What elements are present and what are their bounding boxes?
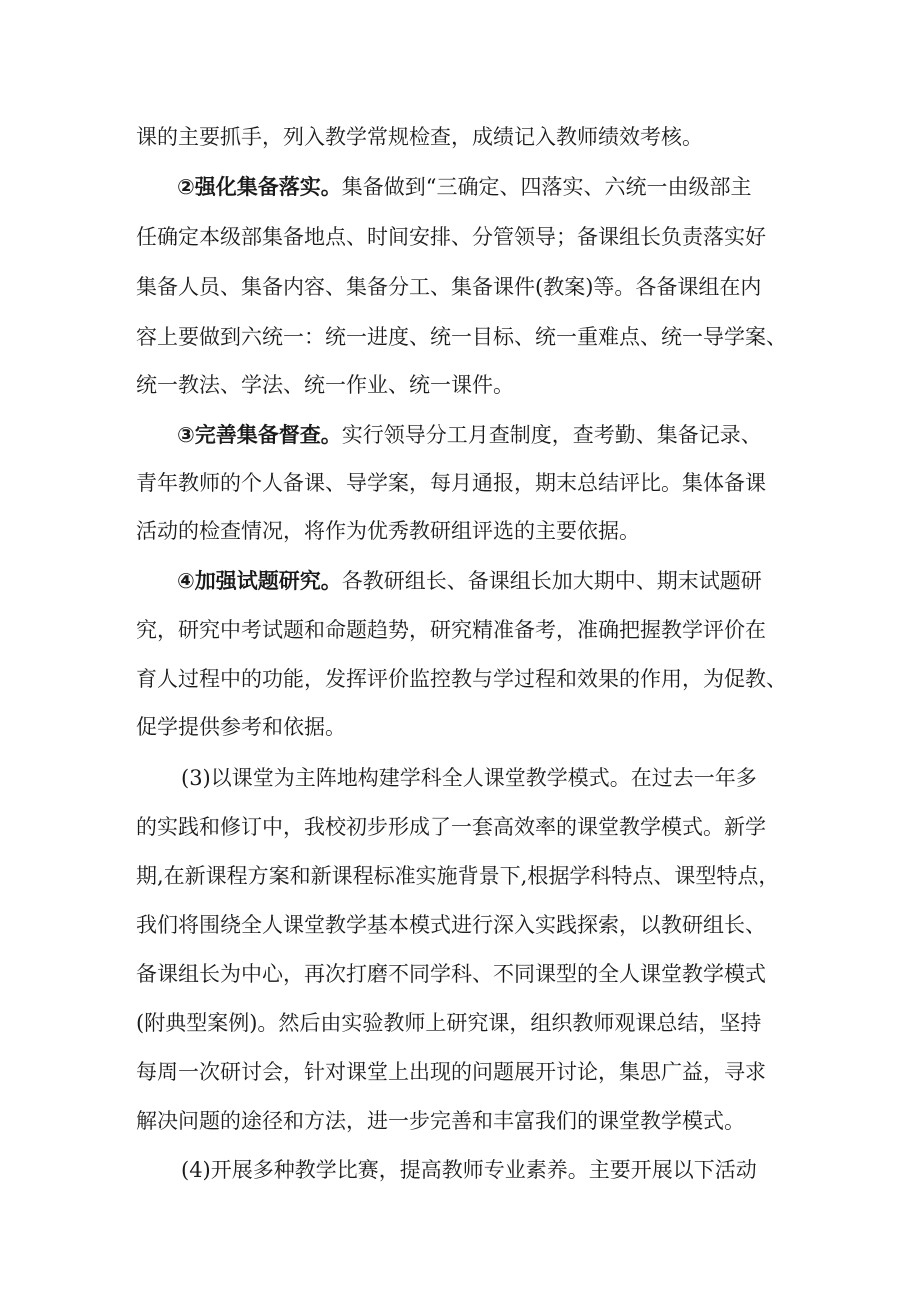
paragraph-5-line-6: (附典型案例)。然后由实验教师上研究课，组织教师观课总结，坚持 (136, 1011, 762, 1035)
paragraph-2-line-3: 集备人员、集备内容、集备分工、集备课件(教案)等。各备课组在内 (136, 275, 762, 299)
paragraph-2-line-4: 容上要做到六统一：统一进度、统一目标、统一重难点、统一导学案、 (136, 325, 787, 349)
paragraph-2-line-1-text: 集备做到“三确定、四落实、六统一由级部主 (341, 175, 752, 199)
paragraph-3-line-1-text: 实行领导分工月查制度，查考勤、集备记录、 (341, 423, 762, 447)
paragraph-5-line-4: 我们将围绕全人课堂教学基本模式进行深入实践探索，以教研组长、 (136, 913, 766, 937)
paragraph-4-heading: ④加强试题研究。 (177, 569, 342, 593)
paragraph-2-heading: ②强化集备落实。 (177, 175, 342, 199)
paragraph-2-line-1 (177, 172, 752, 202)
paragraph-5-line-3: 期,在新课程方案和新课程标准实施背景下,根据学科特点、课型特点， (136, 864, 780, 888)
paragraph-3-line-3: 活动的检查情况，将作为优秀教研组评选的主要依据。 (136, 519, 640, 543)
paragraph-5-line-2: 的实践和修订中，我校初步形成了一套高效率的课堂教学模式。新学 (136, 815, 766, 839)
paragraph-4-line-1-text: 各教研组长、备课组长加大期中、期末试题研 (341, 569, 762, 593)
paragraph-intro-line-1: 课的主要抓手，列入教学常规检查，成绩记入教师绩效考核。 (136, 125, 703, 149)
paragraph-2-line-5: 统一教法、学法、统一作业、统一课件。 (136, 373, 514, 397)
paragraph-4-line-2: 究，研究中考试题和命题趋势，研究精准备考，准确把握教学评价在 (136, 618, 766, 642)
paragraph-5-line-1: (3)以课堂为主阵地构建学科全人课堂教学模式。在过去一年多 (181, 766, 757, 790)
paragraph-6-line-1: (4)开展多种教学比赛，提高教师专业素养。主要开展以下活动 (181, 1158, 757, 1182)
paragraph-3-heading: ③完善集备督查。 (177, 423, 342, 447)
paragraph-4-line-4: 促学提供参考和依据。 (136, 715, 346, 739)
paragraph-4-line-1 (177, 566, 762, 596)
paragraph-3-line-1 (177, 420, 762, 450)
paragraph-4-line-3: 育人过程中的功能，发挥评价监控教与学过程和效果的作用，为促教、 (136, 667, 787, 691)
paragraph-5-line-7: 每周一次研讨会，针对课堂上出现的问题展开讨论，集思广益，寻求 (136, 1060, 766, 1084)
paragraph-3-line-2: 青年教师的个人备课、导学案，每月通报，期末总结评比。集体备课 (136, 471, 766, 495)
paragraph-5-line-5: 备课组长为中心，再次打磨不同学科、不同课型的全人课堂教学模式 (136, 962, 766, 986)
paragraph-2-line-2: 任确定本级部集备地点、时间安排、分管领导；备课组长负责落实好 (136, 225, 766, 249)
paragraph-5-line-8: 解决问题的途径和方法，进一步完善和丰富我们的课堂教学模式。 (136, 1109, 745, 1133)
